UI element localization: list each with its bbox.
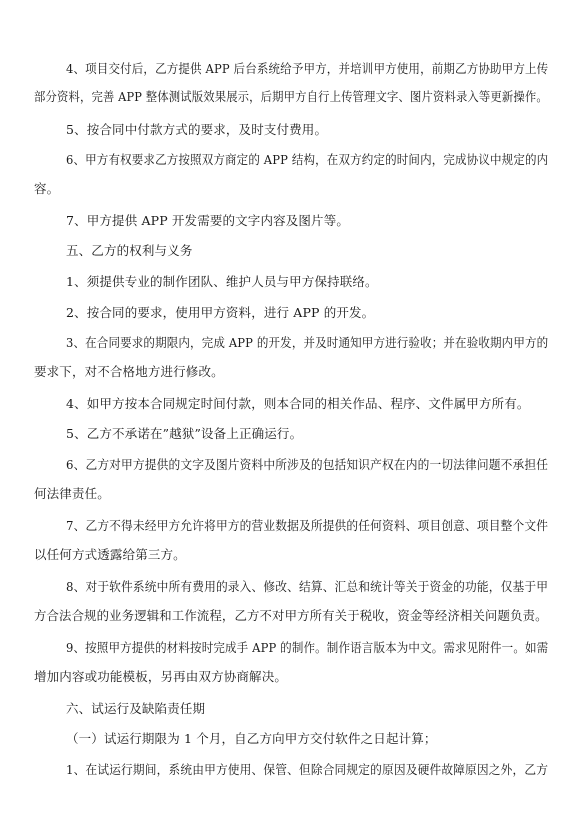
- paragraph-line: （一）试运行期限为 1 个月，自乙方向甲方交付软件之日起计算；: [66, 731, 437, 746]
- paragraph-line: 8、对于软件系统中所有费用的录入、修改、结算、汇总和统计等关于资金的功能，仅基于甲: [66, 579, 549, 594]
- paragraph-line: 增加内容或功能模板，另再由双方协商解决。: [34, 669, 288, 684]
- paragraph-line: 以任何方式透露给第三方。: [34, 547, 186, 562]
- paragraph-line: 5、按合同中付款方式的要求，及时支付费用。: [66, 122, 328, 137]
- paragraph-line: 6、甲方有权要求乙方按照双方商定的 APP 结构，在双方约定的时间内，完成协议中规定的内: [66, 152, 549, 167]
- paragraph-line: 部分资料，完善 APP 整体测试版效果展示，后期甲方自行上传管理文字、图片资料录入等更新操作。: [34, 89, 548, 104]
- paragraph-line: 4、如甲方按本合同规定时间付款，则本合同的相关作品、程序、文件属甲方所有。: [66, 396, 530, 411]
- section-heading: 六、试运行及缺陷责任期: [66, 701, 206, 716]
- paragraph-line: 7、甲方提供 APP 开发需要的文字内容及图片等。: [66, 213, 349, 228]
- paragraph-line: 9、按照甲方提供的材料按时完成手 APP 的制作。制作语言版本为中文。需求见附件一。如需: [66, 640, 549, 655]
- paragraph-line: 1、须提供专业的制作团队、维护人员与甲方保持联络。: [66, 274, 378, 289]
- paragraph-line: 1、在试运行期间，系统由甲方使用、保管、但除合同规定的原因及硬件故障原因之外，乙方: [66, 762, 549, 777]
- paragraph-line: 3、在合同要求的期限内，完成 APP 的开发，并及时通知甲方进行验收；并在验收期内甲方的: [66, 335, 549, 350]
- paragraph-line: 要求下，对不合格地方进行修改。: [34, 364, 224, 379]
- paragraph-line: 方合法合规的业务逻辑和工作流程，乙方不对甲方所有关于税收，资金等经济相关问题负责。: [34, 608, 548, 623]
- paragraph-line: 5、乙方不承诺在”越狱”设备上正确运行。: [66, 426, 303, 441]
- paragraph-line: 容。: [34, 181, 60, 196]
- paragraph-line: 7、乙方不得未经甲方允许将甲方的营业数据及所提供的任何资料、项目创意、项目整个文件: [66, 518, 549, 533]
- paragraph-line: 何法律责任。: [34, 486, 110, 501]
- paragraph-line: 2、按合同的要求，使用甲方资料，进行 APP 的开发。: [66, 305, 375, 320]
- paragraph-line: 6、乙方对甲方提供的文字及图片资料中所涉及的包括知识产权在内的一切法律问题不承担任: [66, 457, 549, 472]
- paragraph-line: 4、项目交付后，乙方提供 APP 后台系统给予甲方，并培训甲方使用，前期乙方协助甲方上传: [66, 61, 549, 76]
- section-heading: 五、乙方的权利与义务: [66, 243, 193, 258]
